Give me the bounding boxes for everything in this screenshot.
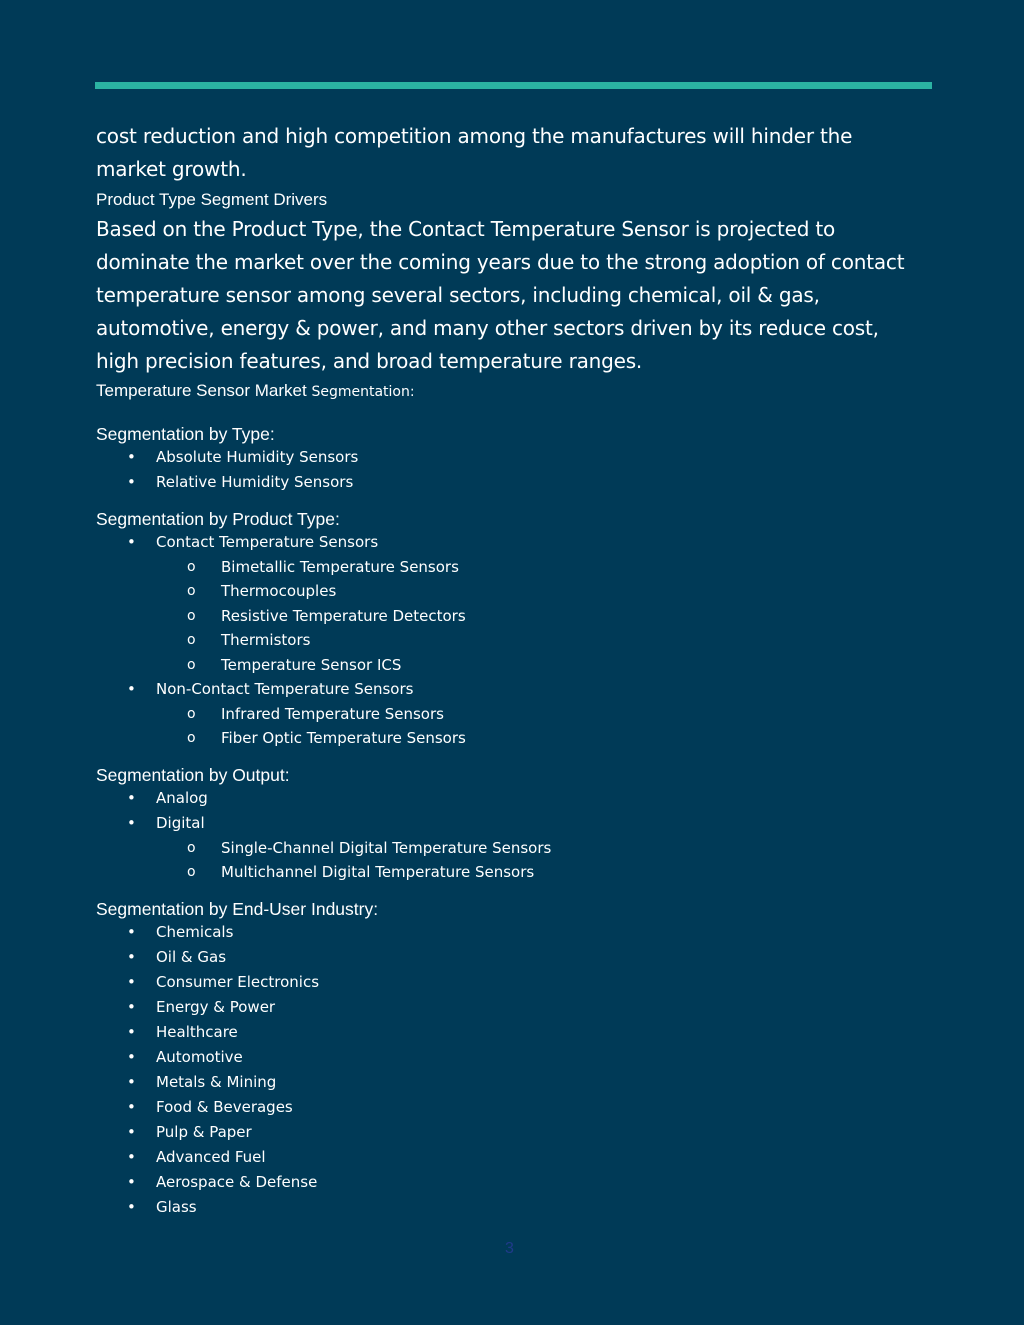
segment-output-title: Segmentation by Output: bbox=[96, 764, 290, 785]
sub-bullet: o bbox=[187, 632, 196, 649]
market-heading bbox=[96, 380, 926, 403]
sub-list-item bbox=[96, 726, 926, 750]
list-item-label: Consumer Electronics bbox=[156, 972, 320, 991]
list-item-label: Chemicals bbox=[156, 922, 234, 941]
sub-list-item-label: Infrared Temperature Sensors bbox=[221, 704, 444, 723]
sub-list-item-label: Bimetallic Temperature Sensors bbox=[221, 558, 459, 576]
bullet: • bbox=[127, 679, 136, 698]
list-item-label: Glass bbox=[156, 1197, 197, 1216]
sub-list-item-label: Resistive Temperature Detectors bbox=[221, 606, 466, 625]
list-item bbox=[96, 1120, 926, 1145]
sub-list-item bbox=[96, 836, 926, 860]
list-item bbox=[96, 677, 926, 702]
drivers-paragraph: Based on the Product Type, the Contact Temperature Sensor is projected to dominate the market over the coming years due to the strong adoption of contact temperature sensor among several sectors, including chemical, oil & gas, automotive, energy & power, and many other sectors driven by its reduce cost, high precision features, and broad temperature ranges. bbox=[96, 217, 905, 373]
sub-bullet: o bbox=[187, 656, 196, 673]
segment-industry-list bbox=[96, 920, 926, 1220]
bullet: • bbox=[127, 1097, 136, 1116]
bullet: • bbox=[127, 1047, 136, 1066]
list-item bbox=[96, 445, 926, 470]
sub-bullet: o bbox=[187, 559, 196, 575]
list-item bbox=[96, 470, 926, 495]
drivers-heading: Product Type Segment Drivers bbox=[96, 190, 328, 209]
sub-list-item-label: Thermocouples bbox=[221, 582, 337, 601]
market-heading-suffix: Segmentation: bbox=[311, 384, 415, 400]
bullet: • bbox=[127, 1072, 136, 1091]
segment-type-list bbox=[96, 445, 926, 495]
sub-list-item-label: Single-Channel Digital Temperature Sensors bbox=[221, 838, 552, 857]
list-item bbox=[96, 1020, 926, 1045]
bullet: • bbox=[127, 1147, 136, 1166]
list-item-label: Non-Contact Temperature Sensors bbox=[156, 679, 414, 698]
intro-paragraph: cost reduction and high competition among the manufactures will hinder the market growth. bbox=[96, 124, 853, 181]
sub-list-item bbox=[96, 628, 926, 652]
page-content bbox=[96, 120, 926, 1220]
list-item bbox=[96, 945, 926, 970]
bullet: • bbox=[127, 448, 136, 466]
list-item bbox=[96, 970, 926, 995]
list-item bbox=[96, 811, 926, 836]
sub-list-item bbox=[96, 579, 926, 603]
bullet: • bbox=[127, 813, 136, 832]
list-item-label: Aerospace & Defense bbox=[156, 1172, 318, 1191]
list-item-label: Absolute Humidity Sensors bbox=[156, 448, 359, 466]
list-item bbox=[96, 1045, 926, 1070]
sub-list-item-label: Thermistors bbox=[221, 631, 311, 650]
list-item-label: Automotive bbox=[156, 1047, 243, 1066]
sub-bullet: o bbox=[187, 730, 196, 747]
bullet: • bbox=[127, 1197, 136, 1216]
list-item bbox=[96, 1070, 926, 1095]
list-item-label: Digital bbox=[156, 813, 205, 832]
segment-type-title: Segmentation by Type: bbox=[96, 424, 275, 444]
bullet: • bbox=[127, 1122, 136, 1141]
sub-bullet: o bbox=[187, 864, 196, 881]
sub-list-item bbox=[96, 555, 926, 579]
bullet: • bbox=[127, 533, 136, 551]
list-item-label: Analog bbox=[156, 788, 208, 807]
sub-list-item bbox=[96, 653, 926, 677]
list-item bbox=[96, 920, 926, 945]
sub-list-item-label: Multichannel Digital Temperature Sensors bbox=[221, 863, 535, 882]
list-item-label: Pulp & Paper bbox=[156, 1122, 252, 1141]
sub-list-item bbox=[96, 702, 926, 726]
page-number: 3 bbox=[505, 1240, 514, 1257]
list-item bbox=[96, 1195, 926, 1220]
list-item bbox=[96, 530, 926, 555]
list-item-label: Contact Temperature Sensors bbox=[156, 533, 379, 551]
segment-product-type-list bbox=[96, 530, 926, 751]
list-item-label: Food & Beverages bbox=[156, 1097, 293, 1116]
bullet: • bbox=[127, 947, 136, 966]
segment-industry-title: Segmentation by End-User Industry: bbox=[96, 898, 379, 919]
list-item-label: Energy & Power bbox=[156, 997, 276, 1016]
bullet: • bbox=[127, 972, 136, 991]
header-accent-bar bbox=[95, 82, 932, 89]
list-item bbox=[96, 1095, 926, 1120]
sub-bullet: o bbox=[187, 705, 196, 722]
bullet: • bbox=[127, 1172, 136, 1191]
list-item bbox=[96, 995, 926, 1020]
list-item-label: Healthcare bbox=[156, 1022, 238, 1041]
bullet: • bbox=[127, 473, 136, 491]
list-item bbox=[96, 1145, 926, 1170]
segment-output-list bbox=[96, 786, 926, 885]
market-heading-text: Temperature Sensor Market bbox=[96, 381, 307, 400]
segment-product-type-title: Segmentation by Product Type: bbox=[96, 509, 340, 529]
sub-bullet: o bbox=[187, 607, 196, 624]
list-item bbox=[96, 786, 926, 811]
list-item bbox=[96, 1170, 926, 1195]
list-item-label: Oil & Gas bbox=[156, 947, 227, 966]
list-item-label: Advanced Fuel bbox=[156, 1147, 266, 1166]
bullet: • bbox=[127, 922, 136, 941]
sub-list-item bbox=[96, 604, 926, 628]
sub-bullet: o bbox=[187, 839, 196, 856]
bullet: • bbox=[127, 997, 136, 1016]
list-item-label: Relative Humidity Sensors bbox=[156, 473, 354, 491]
list-item-label: Metals & Mining bbox=[156, 1072, 277, 1091]
sub-list-item-label: Temperature Sensor ICS bbox=[221, 655, 402, 674]
bullet: • bbox=[127, 1022, 136, 1041]
sub-bullet: o bbox=[187, 583, 196, 600]
sub-list-item-label: Fiber Optic Temperature Sensors bbox=[221, 729, 466, 748]
sub-list-item bbox=[96, 860, 926, 884]
bullet: • bbox=[127, 788, 136, 807]
